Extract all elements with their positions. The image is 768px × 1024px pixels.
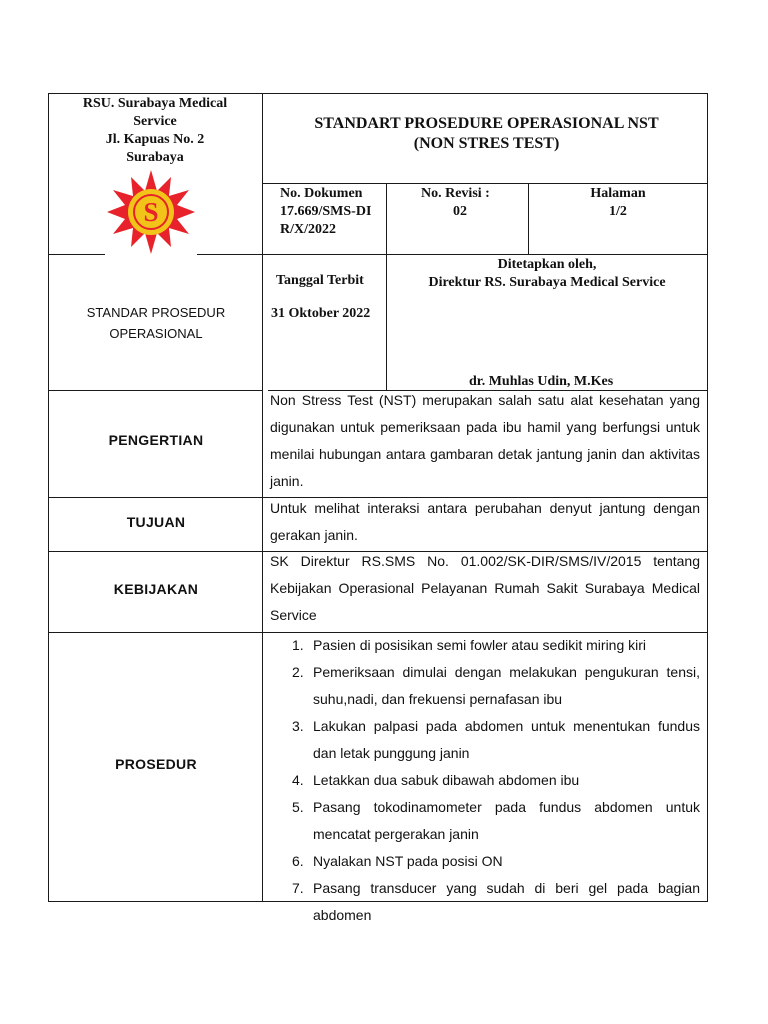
hospital-address: Jl. Kapuas No. 2: [105, 132, 205, 147]
halaman-value: 1/2: [609, 204, 627, 219]
document-title: [263, 114, 750, 154]
dokumen-value: 17.669/SMS-DIR/X/2022: [280, 204, 372, 237]
ditetapkan-block: [387, 256, 707, 292]
hospital-logo: [107, 168, 195, 256]
kebijakan-text: SK Direktur RS.SMS No. 01.002/SK-DIR/SMS/IV/2015 tentang Kebijakan Operasional Pelayanan Rumah Sakit Surabaya Medical Service: [270, 553, 700, 623]
prosedur-steps: [270, 632, 700, 929]
divider-spo-pengertian-left: [48, 390, 263, 391]
tujuan-label: TUJUAN: [126, 514, 186, 530]
step-number: 4.: [292, 772, 304, 788]
signatory-name: dr. Muhlas Udin, M.Kes: [469, 374, 614, 389]
revisi-label: No. Revisi :: [421, 186, 490, 201]
step-text: Letakkan dua sabuk dibawah abdomen ibu: [313, 772, 580, 788]
prosedur-step: [270, 632, 700, 659]
spo-label: [49, 302, 263, 344]
hospital-city: Surabaya: [126, 150, 184, 165]
revisi-cell: [421, 185, 521, 221]
tanggal-terbit-label: Tanggal Terbit: [276, 273, 364, 288]
ditetapkan-line2: Direktur RS. Surabaya Medical Service: [428, 275, 666, 290]
sun-logo-icon: [107, 168, 195, 256]
tanggal-terbit-value: 31 Oktober 2022: [271, 306, 371, 321]
step-number: 6.: [292, 853, 304, 869]
prosedur-label: PROSEDUR: [115, 756, 197, 772]
halaman-cell: [529, 185, 707, 221]
spo-label-line2: OPERASIONAL: [109, 326, 203, 341]
revisi-value: 02: [453, 204, 467, 219]
step-number: 7.: [292, 880, 304, 896]
step-number: 3.: [292, 718, 304, 734]
kebijakan-label: KEBIJAKAN: [113, 581, 199, 597]
step-text: Pasien di posisikan semi fowler atau sedikit miring kiri: [313, 637, 647, 653]
prosedur-step: [270, 659, 700, 713]
document-title-line2: (NON STRES TEST): [413, 135, 560, 152]
dokumen-cell: [280, 185, 380, 239]
step-text: Pasang tokodinamometer pada fundus abdomen untuk mencatat pergerakan janin: [313, 799, 700, 842]
pengertian-label: PENGERTIAN: [108, 432, 204, 448]
dokumen-label: No. Dokumen: [280, 186, 363, 201]
divider-logo-spo-left: [48, 254, 105, 255]
prosedur-step: [270, 848, 700, 875]
border-top: [48, 93, 708, 94]
step-number: 2.: [292, 664, 304, 680]
halaman-label: Halaman: [590, 186, 646, 201]
logo-letter: S: [143, 197, 159, 227]
hospital-name: RSU. Surabaya Medical Service: [82, 96, 228, 129]
step-text: Nyalakan NST pada posisi ON: [313, 853, 503, 869]
divider-title-docinfo: [262, 183, 708, 184]
step-number: 1.: [292, 637, 304, 653]
step-text: Pasang transducer yang sudah di beri gel pada bagian abdomen: [313, 880, 700, 923]
prosedur-step: [270, 875, 700, 929]
step-text: Pemeriksaan dimulai dengan melakukan pengukuran tensi, suhu,nadi, dan frekuensi pernafasan ibu: [313, 664, 700, 707]
step-text: Lakukan palpasi pada abdomen untuk menentukan fundus dan letak punggung janin: [313, 718, 700, 761]
document-title-line1: STANDART PROSEDURE OPERASIONAL NST: [314, 115, 659, 132]
divider-logo-spo-right: [197, 254, 263, 255]
tujuan-text: Untuk melihat interaksi antara perubahan denyut jantung dengan gerakan janin.: [270, 500, 700, 543]
divider-docinfo-spo: [262, 254, 708, 255]
prosedur-step: [270, 713, 700, 767]
pengertian-text: Non Stress Test (NST) merupakan salah satu alat kesehatan yang digunakan untuk pemeriksaan pada ibu hamil yang berfungsi untuk menilai hubungan antara gambaran detak jantung janin dan aktivitas janin.: [270, 392, 700, 489]
prosedur-step: [270, 767, 700, 794]
prosedur-step: [270, 794, 700, 848]
ditetapkan-line1: Ditetapkan oleh,: [497, 257, 597, 272]
spo-label-line1: STANDAR PROSEDUR: [86, 305, 226, 320]
step-number: 5.: [292, 799, 304, 815]
hospital-identity: [70, 95, 240, 167]
